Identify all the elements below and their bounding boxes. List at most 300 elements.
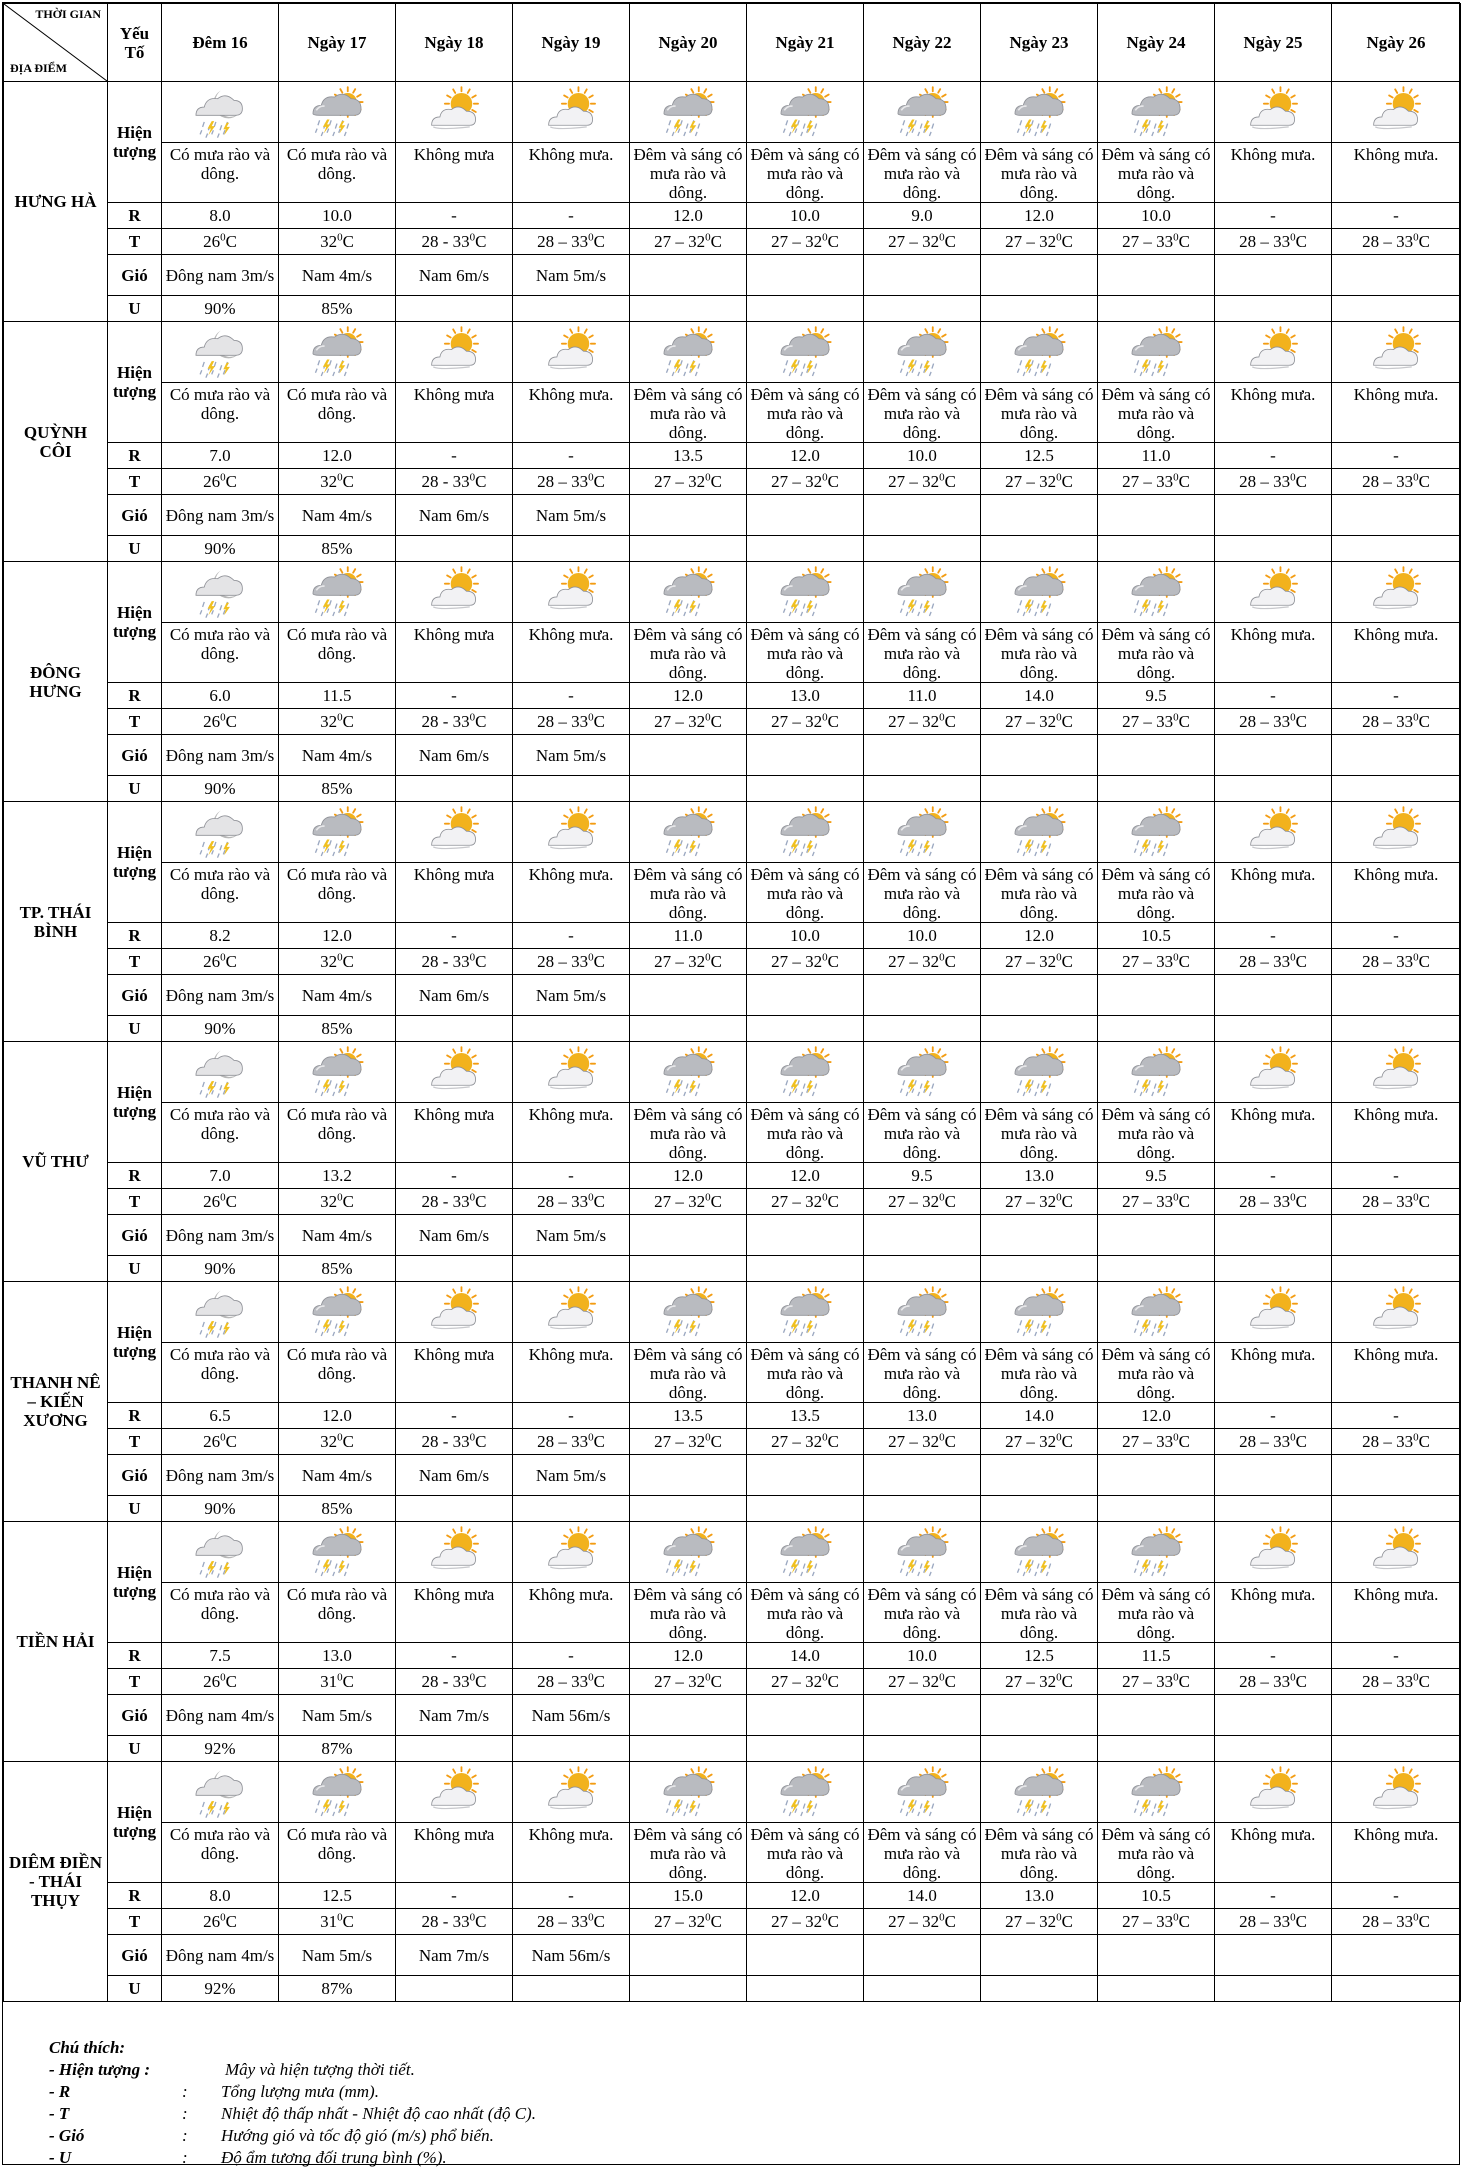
day-header: Ngày 20 [630,4,747,82]
weather-icon-cell [1332,562,1461,623]
legend-desc: Độ ẩm tương đối trung bình (%). [221,2148,447,2167]
temp-cell [162,949,279,975]
wind-cell: Đông nam 3m/s [162,255,279,296]
wind-cell [630,255,747,296]
row-label-temp: T [108,469,162,495]
wind-cell [747,495,864,536]
phenomenon-cell: Không mưa [396,383,513,443]
temp-unit: C [1061,1912,1073,1931]
temp-unit: C [1178,232,1190,251]
degree-mark: 0 [1173,471,1179,484]
rain-cell: 10.5 [1098,923,1215,949]
phenomenon-cell: Đêm và sáng có mưa rào và dông. [1098,623,1215,683]
weather-icon-cell [630,82,747,143]
row-label-humidity: U [108,1736,162,1762]
phenomenon-cell: Đêm và sáng có mưa rào và dông. [981,383,1098,443]
humidity-cell [981,776,1098,802]
degree-mark: 0 [588,1431,594,1444]
wind-cell [1098,735,1215,776]
rain-cell: 8.0 [162,203,279,229]
temp-cell [981,949,1098,975]
day-header: Ngày 26 [1332,4,1461,82]
sun-cloud-icon [425,805,483,859]
temp-unit: C [710,1432,722,1451]
wind-cell [981,495,1098,536]
rain-cell: - [513,683,630,709]
phenomenon-cell: Không mưa. [1332,383,1461,443]
phenomenon-cell: Đêm và sáng có mưa rào và dông. [747,143,864,203]
wind-cell: Nam 5m/s [513,1215,630,1256]
wind-cell: Nam 5m/s [513,735,630,776]
humidity-cell [747,1256,864,1282]
humidity-cell [513,536,630,562]
humidity-cell [1332,1496,1461,1522]
degree-mark: 0 [939,231,945,244]
temp-value: 26 [203,1672,221,1691]
legend [49,2037,536,2169]
rain-cell: - [1332,443,1461,469]
humidity-cell [747,536,864,562]
temp-value: 28 – 33 [1362,472,1414,491]
humidity-cell: 85% [279,1256,396,1282]
rain-cell: 13.0 [981,1163,1098,1189]
humidity-cell [630,536,747,562]
temp-cell [747,1909,864,1935]
rain-cell: 12.0 [981,203,1098,229]
weather-icon-cell [1098,322,1215,383]
temp-cell [747,709,864,735]
wind-cell: Nam 6m/s [396,735,513,776]
degree-mark: 0 [337,1191,343,1204]
humidity-cell [396,1736,513,1762]
wind-cell: Nam 5m/s [279,1695,396,1736]
weather-icon-cell [513,1042,630,1103]
row-label-temp: T [108,1429,162,1455]
sun-cloud-icon [1367,85,1425,139]
row-label-wind: Gió [108,975,162,1016]
rain-cell: 12.0 [1098,1403,1215,1429]
storm-sun-icon [308,1525,366,1579]
weather-icon-cell [513,562,630,623]
forecast-table [3,3,1461,2002]
storm-sun-icon [776,565,834,619]
day-header: Ngày 22 [864,4,981,82]
temp-unit: C [475,1432,487,1451]
degree-mark: 0 [220,1911,226,1924]
wind-cell [1215,1215,1332,1256]
storm-sun-icon [893,1765,951,1819]
degree-mark: 0 [822,1431,828,1444]
rain-cell: - [396,1403,513,1429]
degree-mark: 0 [1290,711,1296,724]
temp-value: 28 – 33 [1239,472,1291,491]
location-name: TP. THÁI BÌNH [4,802,108,1042]
temp-value: 27 – 32 [1005,1432,1057,1451]
wind-cell [1332,1215,1461,1256]
weather-icon-cell [162,802,279,863]
temp-cell [1098,1669,1215,1695]
phenomenon-cell: Đêm và sáng có mưa rào và dông. [864,1583,981,1643]
phenomenon-cell: Không mưa. [513,1583,630,1643]
wind-cell [1215,255,1332,296]
row-label-rain: R [108,1883,162,1909]
wind-cell [864,1455,981,1496]
sun-cloud-icon [542,1285,600,1339]
phenomenon-cell: Đêm và sáng có mưa rào và dông. [1098,863,1215,923]
phenomenon-cell: Đêm và sáng có mưa rào và dông. [864,863,981,923]
temp-unit: C [944,712,956,731]
weather-icon-cell [162,82,279,143]
temp-cell [1332,229,1461,255]
rain-cell: - [513,1883,630,1909]
degree-mark: 0 [705,231,711,244]
humidity-cell [864,536,981,562]
temp-unit: C [475,1192,487,1211]
temp-unit: C [710,472,722,491]
phenomenon-cell: Đêm và sáng có mưa rào và dông. [1098,1343,1215,1403]
phenomenon-cell: Không mưa [396,1343,513,1403]
row-label-wind: Gió [108,255,162,296]
phenomenon-cell: Không mưa. [1215,383,1332,443]
temp-value: 28 – 33 [1362,1672,1414,1691]
humidity-cell: 92% [162,1736,279,1762]
legend-key: - Gió [49,2126,85,2145]
sun-cloud-icon [1244,565,1302,619]
degree-mark: 0 [705,1431,711,1444]
temp-value: 27 – 32 [654,1192,706,1211]
wind-cell [1098,975,1215,1016]
wind-cell [1098,255,1215,296]
day-header: Ngày 24 [1098,4,1215,82]
temp-value: 28 – 33 [1239,1672,1291,1691]
row-label-rain: R [108,203,162,229]
temp-row [4,229,1461,255]
temp-unit: C [827,1192,839,1211]
temp-value: 28 – 33 [1362,1432,1414,1451]
storm-sun-icon [1127,565,1185,619]
phenomenon-cell: Có mưa rào và dông. [279,1343,396,1403]
weather-icon-cell [747,1282,864,1343]
wind-cell [864,1695,981,1736]
degree-mark: 0 [469,1671,476,1684]
degree-mark: 0 [1290,231,1296,244]
location-name: DIÊM ĐIỀN - THÁI THỤY [4,1762,108,2002]
rain-cell: 10.0 [864,1643,981,1669]
temp-cell [396,709,513,735]
temp-cell [513,709,630,735]
icon-row [4,1762,1461,1823]
degree-mark: 0 [1290,1911,1296,1924]
wind-row [4,975,1461,1016]
rain-cell: - [1332,1883,1461,1909]
weather-icon-cell [1215,1042,1332,1103]
row-label-temp: T [108,1909,162,1935]
humidity-cell [513,776,630,802]
temp-cell [513,1189,630,1215]
degree-mark: 0 [822,471,828,484]
temp-cell [864,1909,981,1935]
temp-value: 27 – 32 [771,232,823,251]
rain-cell: 12.0 [279,443,396,469]
degree-mark: 0 [822,1671,828,1684]
degree-mark: 0 [588,1191,594,1204]
weather-icon-cell [1215,1522,1332,1583]
phenomenon-cell: Đêm và sáng có mưa rào và dông. [747,1823,864,1883]
wind-cell: Nam 56m/s [513,1695,630,1736]
sun-cloud-icon [1244,1285,1302,1339]
humidity-cell: 90% [162,776,279,802]
degree-mark: 0 [939,1911,945,1924]
temp-unit: C [593,1432,605,1451]
rain-row [4,443,1461,469]
wind-cell: Đông nam 3m/s [162,495,279,536]
weather-icon-cell [747,82,864,143]
temp-unit: C [593,1192,605,1211]
storm-sun-icon [1127,1045,1185,1099]
temp-value: 26 [203,1192,221,1211]
wind-row [4,735,1461,776]
temp-unit: C [1178,712,1190,731]
rain-cell: - [1215,683,1332,709]
phenomenon-cell: Không mưa. [1332,863,1461,923]
rain-cell: 12.0 [747,443,864,469]
wind-cell [1098,1215,1215,1256]
wind-cell [747,255,864,296]
humidity-cell [747,1736,864,1762]
weather-icon-cell [1215,1762,1332,1823]
humidity-cell [1215,536,1332,562]
temp-value: 27 – 32 [771,1672,823,1691]
temp-unit: C [944,952,956,971]
humidity-cell [513,1976,630,2002]
weather-icon-cell [513,1762,630,1823]
temp-cell [396,1189,513,1215]
rain-cell: - [513,923,630,949]
temp-value: 27 – 32 [771,952,823,971]
humidity-cell: 92% [162,1976,279,2002]
humidity-row [4,536,1461,562]
temp-value: 28 – 33 [1362,952,1414,971]
wind-cell: Nam 4m/s [279,255,396,296]
humidity-row [4,1016,1461,1042]
temp-value: 28 – 33 [1362,232,1414,251]
day-header: Ngày 18 [396,4,513,82]
wind-cell [1098,1695,1215,1736]
rain-cell: 10.0 [1098,203,1215,229]
weather-icon-cell [1332,1762,1461,1823]
temp-value: 28 - 33 [421,1432,470,1451]
degree-mark: 0 [1173,711,1179,724]
rain-cell: 10.0 [747,203,864,229]
wind-cell: Đông nam 3m/s [162,735,279,776]
sun-cloud-icon [1244,325,1302,379]
temp-unit: C [827,1432,839,1451]
temp-cell [747,1669,864,1695]
degree-mark: 0 [1056,1911,1062,1924]
degree-mark: 0 [469,1911,476,1924]
weather-icon-cell [513,802,630,863]
legend-desc: Hướng gió và tốc độ gió (m/s) phổ biến. [221,2126,494,2145]
temp-cell [513,469,630,495]
rain-cell: 12.0 [279,1403,396,1429]
humidity-cell [396,1976,513,2002]
day-header: Đêm 16 [162,4,279,82]
phenomenon-cell: Không mưa. [513,1103,630,1163]
weather-icon-cell [1332,1522,1461,1583]
rain-cell: 10.0 [747,923,864,949]
rain-cell: 12.0 [630,203,747,229]
degree-mark: 0 [1056,1671,1062,1684]
sun-cloud-icon [1367,805,1425,859]
temp-row [4,1669,1461,1695]
rain-cell: 10.0 [864,923,981,949]
rain-cell: - [513,1643,630,1669]
weather-icon-cell [630,1282,747,1343]
night-rain-icon [191,1765,249,1819]
phenomenon-cell: Đêm và sáng có mưa rào và dông. [864,383,981,443]
weather-icon-cell [864,1522,981,1583]
temp-unit: C [475,472,487,491]
night-rain-icon [191,805,249,859]
temp-unit: C [342,232,354,251]
degree-mark: 0 [705,1191,711,1204]
legend-desc: Tổng lượng mưa (mm). [221,2082,379,2101]
degree-mark: 0 [1413,951,1419,964]
temp-value: 28 – 33 [1362,1912,1414,1931]
phenomenon-row [4,1103,1461,1163]
phenomenon-cell: Không mưa. [1332,1583,1461,1643]
humidity-cell [1098,296,1215,322]
legend-key: - U [49,2148,72,2167]
weather-icon-cell [747,322,864,383]
temp-unit: C [1061,1432,1073,1451]
phenomenon-cell: Đêm và sáng có mưa rào và dông. [630,1103,747,1163]
rain-cell: 13.0 [864,1403,981,1429]
weather-icon-cell [981,322,1098,383]
weather-icon-cell [513,82,630,143]
rain-cell: 12.0 [630,683,747,709]
degree-mark: 0 [1173,231,1179,244]
header-row [4,4,1461,82]
location-label: ĐỊA ĐIỂM [10,61,68,75]
storm-sun-icon [893,565,951,619]
temp-value: 27 – 32 [654,1912,706,1931]
phenomenon-cell: Có mưa rào và dông. [162,863,279,923]
temp-value: 26 [203,1432,221,1451]
temp-cell [864,229,981,255]
storm-sun-icon [308,1765,366,1819]
temp-value: 26 [203,712,221,731]
humidity-cell [747,1976,864,2002]
wind-cell: Đông nam 4m/s [162,1935,279,1976]
rain-cell: - [1215,203,1332,229]
phenomenon-row [4,383,1461,443]
humidity-cell [1098,1976,1215,2002]
storm-sun-icon [308,565,366,619]
temp-cell [513,229,630,255]
temp-cell [396,1909,513,1935]
weather-icon-cell [864,1042,981,1103]
temp-unit: C [1178,1432,1190,1451]
wind-cell [747,735,864,776]
temp-value: 27 – 32 [888,712,940,731]
humidity-cell [1215,1256,1332,1282]
storm-sun-icon [1127,1525,1185,1579]
wind-cell [864,1935,981,1976]
rain-cell: 12.0 [279,923,396,949]
weather-icon-cell [864,1762,981,1823]
legend-desc: Mây và hiện tượng thời tiết. [225,2060,415,2079]
temp-cell [1332,1189,1461,1215]
temp-cell [864,469,981,495]
humidity-cell [1215,776,1332,802]
temp-unit: C [225,1912,237,1931]
humidity-cell [1098,1496,1215,1522]
temp-unit: C [225,472,237,491]
weather-icon-cell [396,1042,513,1103]
sun-cloud-icon [542,1045,600,1099]
storm-sun-icon [659,805,717,859]
temp-value: 32 [320,952,338,971]
humidity-cell [630,296,747,322]
phenomenon-cell: Có mưa rào và dông. [162,623,279,683]
humidity-cell: 85% [279,296,396,322]
temp-value: 27 – 32 [1005,232,1057,251]
temp-value: 26 [203,472,221,491]
temp-value: 27 – 32 [888,232,940,251]
icon-row [4,562,1461,623]
weather-icon-cell [279,1042,396,1103]
row-label-wind: Gió [108,495,162,536]
temp-value: 27 – 33 [1122,952,1174,971]
temp-cell [513,1909,630,1935]
icon-row [4,802,1461,863]
temp-cell [630,949,747,975]
weather-icon-cell [630,322,747,383]
phenomenon-cell: Đêm và sáng có mưa rào và dông. [630,383,747,443]
temp-unit: C [1061,472,1073,491]
temp-unit: C [1178,1192,1190,1211]
humidity-cell [1215,1496,1332,1522]
phenomenon-cell: Đêm và sáng có mưa rào và dông. [747,863,864,923]
temp-cell [279,1189,396,1215]
weather-icon-cell [1098,1522,1215,1583]
storm-sun-icon [776,1285,834,1339]
temp-value: 27 – 33 [1122,1912,1174,1931]
temp-value: 28 – 33 [1362,1192,1414,1211]
temp-unit: C [1418,712,1430,731]
weather-icon-cell [747,562,864,623]
temp-value: 31 [320,1672,338,1691]
row-label-rain: R [108,683,162,709]
wind-row [4,1215,1461,1256]
temp-value: 32 [320,232,338,251]
degree-mark: 0 [469,711,476,724]
storm-sun-icon [893,85,951,139]
rain-cell: 13.5 [630,1403,747,1429]
sun-cloud-icon [1367,1525,1425,1579]
row-label-wind: Gió [108,1935,162,1976]
humidity-row [4,1736,1461,1762]
temp-cell [981,1909,1098,1935]
temp-value: 27 – 32 [654,472,706,491]
night-rain-icon [191,1045,249,1099]
temp-value: 27 – 33 [1122,712,1174,731]
phenomenon-cell: Đêm và sáng có mưa rào và dông. [747,623,864,683]
wind-cell: Đông nam 3m/s [162,1215,279,1256]
rain-cell: 13.5 [747,1403,864,1429]
temp-unit: C [1295,472,1307,491]
